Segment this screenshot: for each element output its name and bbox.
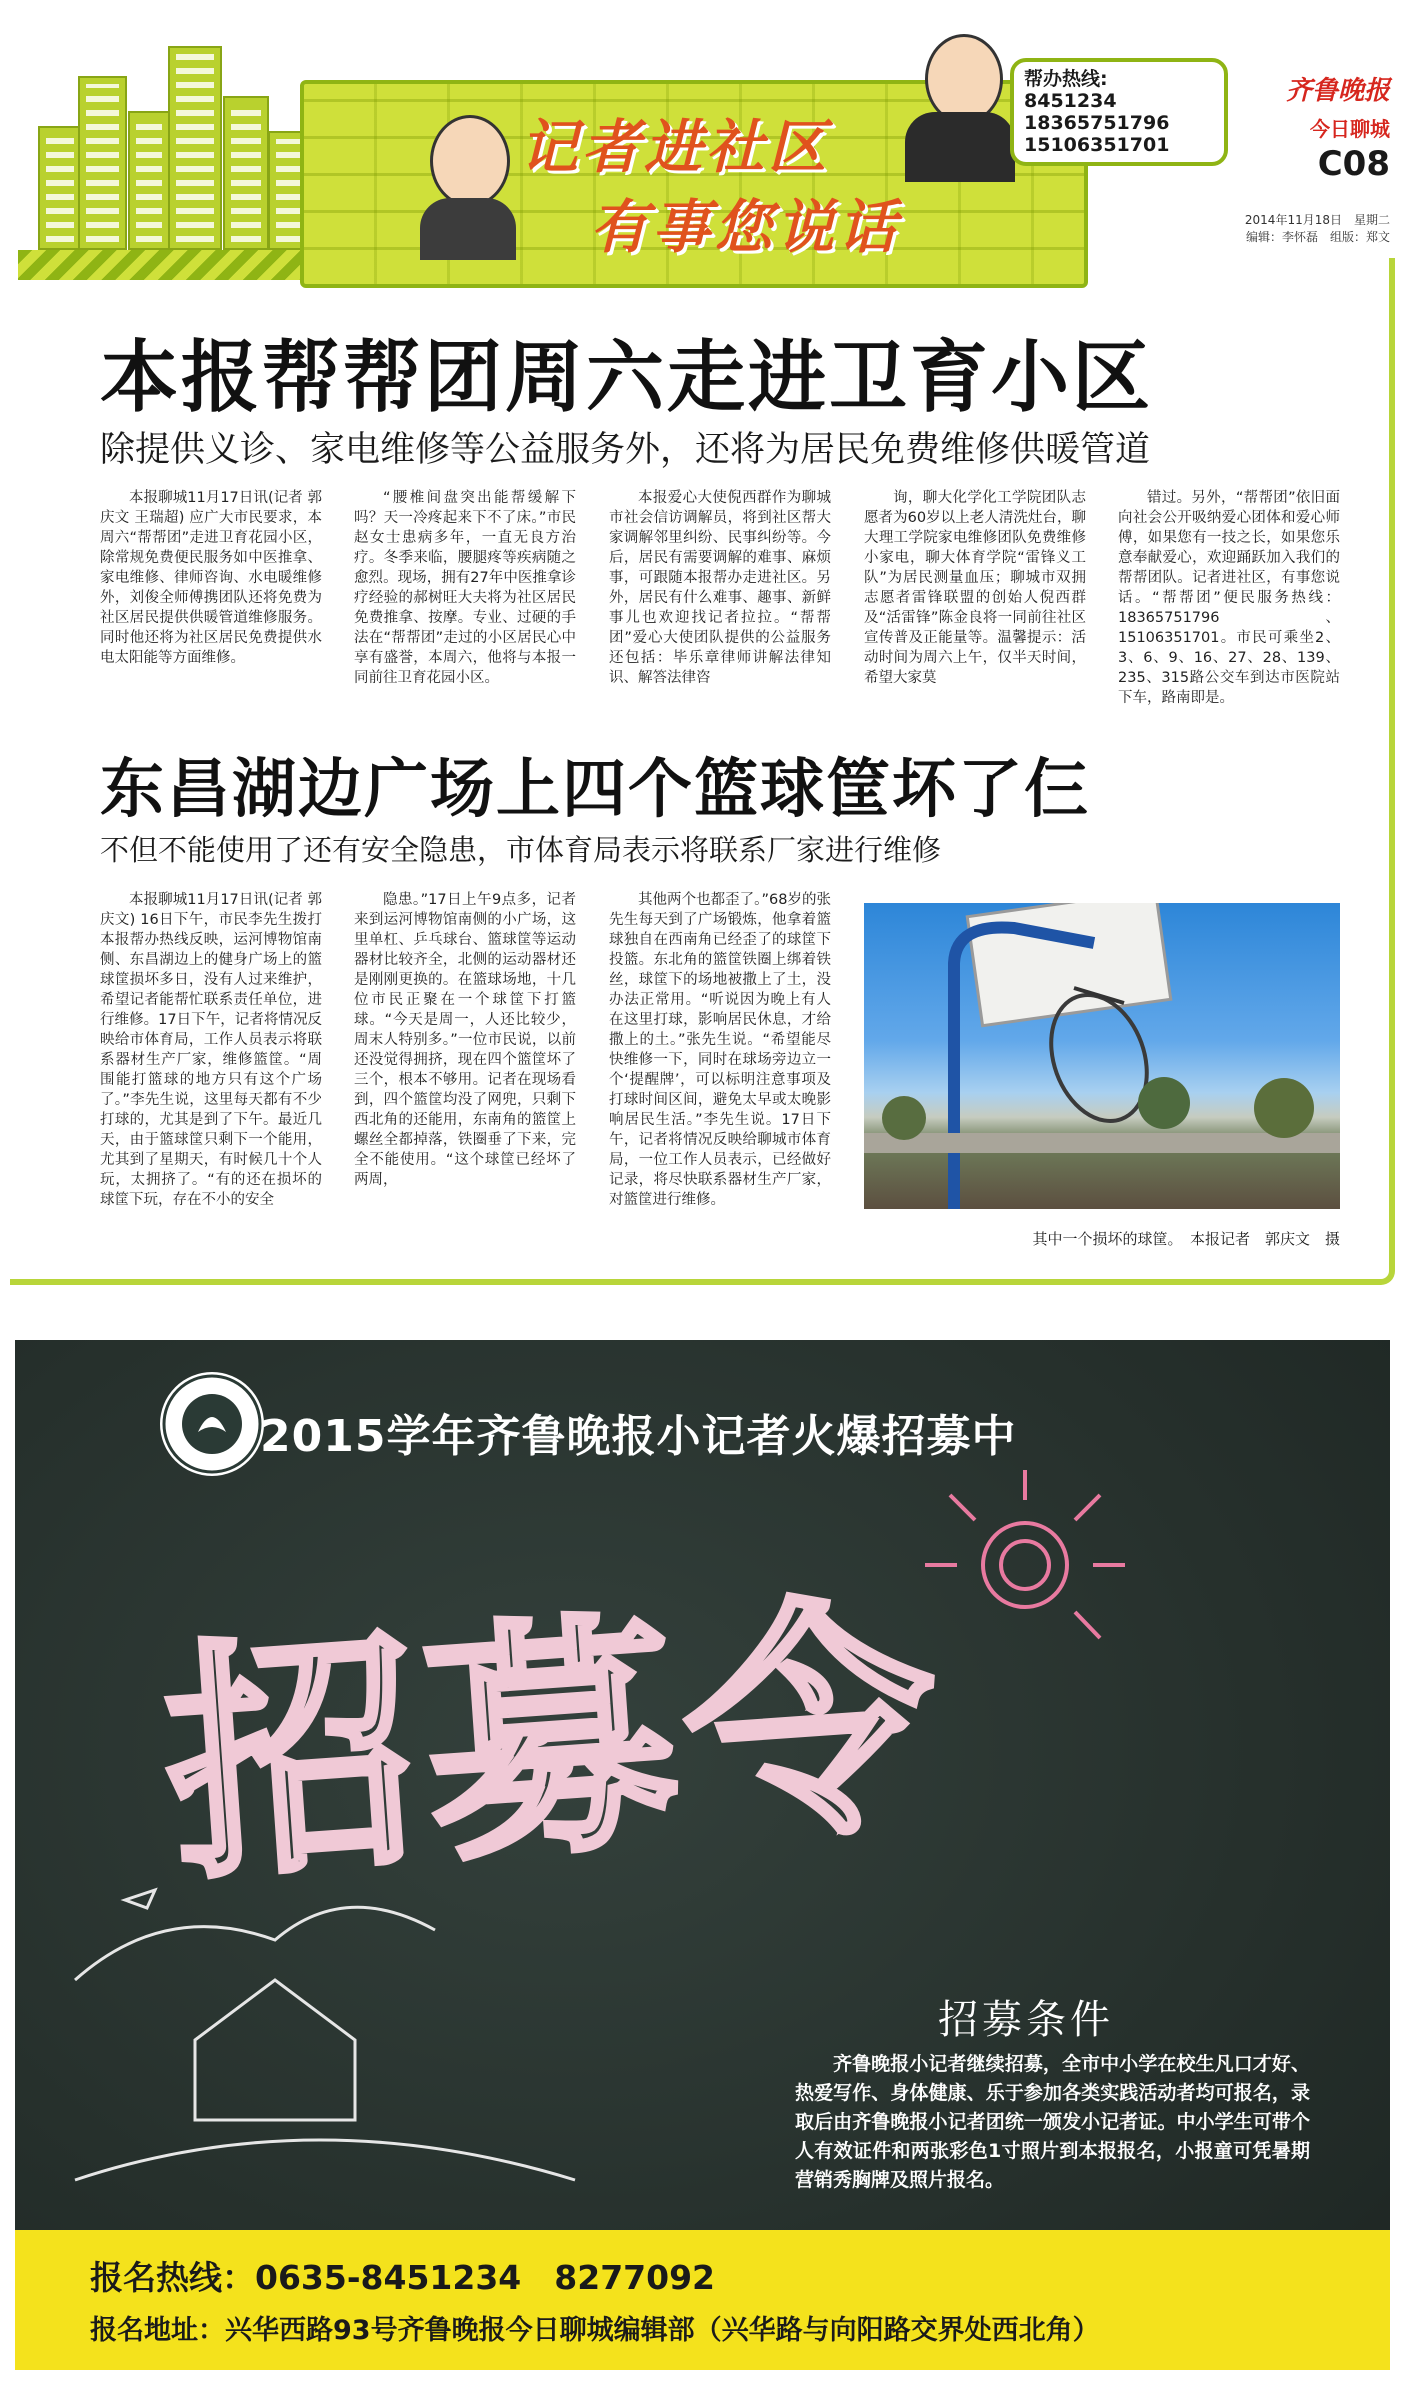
hotline-number: 15106351701 [1024, 134, 1170, 156]
conditions-text: 齐鲁晚报小记者继续招募，全市中小学在校生凡口才好、热爱写作、身体健康、乐于参加各类实践活动者均可报名，录取后由齐鲁晚报小记者团统一颁发小记者证。中小学生可带个人有效证件和两张彩色1寸照片到本报报名，小报童可凭暑期营销秀胸牌及照片报名。 [795, 2053, 1310, 2191]
reporter-team-logo [160, 1372, 264, 1476]
logo-emblem [160, 1372, 264, 1476]
skyline-building [78, 76, 127, 250]
reporter-avatar-male [925, 34, 1003, 124]
hotline-label: 帮办热线: [1024, 68, 1108, 90]
hotline-number: 18365751796 [1024, 112, 1170, 134]
registration-address: 报名地址：兴华西路93号齐鲁晚报今日聊城编辑部（兴华路与向阳路交界处西北角） [90, 2315, 1100, 2346]
ad-title: 2015学年齐鲁晚报小记者火爆招募中 [260, 1411, 1017, 1462]
reporter-body-male [905, 112, 1015, 182]
editor-credits: 编辑：李怀磊 组版：郑文 [1245, 230, 1390, 244]
article2-column: 本报聊城11月17日讯(记者 郭庆文) 16日下午，市民李先生拨打本报帮办热线反映，运河博物馆南侧、东昌湖边上的健身广场上的篮球筐损坏多日，没有人过来维护，希望记者能帮忙联系责任单位，进行维修。17日下午，记者将情况反映给市体育局，工作人员表示将联系器材生产厂家，维修篮筐。“周围能打篮球的地方只有这个广场了。”李先生说，这里每天都有不少打球的，尤其是到了下午。最近几天，由于篮球筐只剩下一个能用，尤其到了星期天，有时候几十个人玩，太拥挤了。“有的还在损坏的球筐下玩，存在不小的安全 [100, 892, 322, 1208]
skyline-building [168, 46, 222, 250]
sun-icon [925, 1470, 1125, 1638]
date-line [1150, 212, 1390, 246]
photo-illustration [864, 903, 1340, 1209]
reporter-avatar-female [430, 115, 510, 207]
article1-column: “腰椎间盘突出能帮缓解下吗？天一冷疼起来下不了床。”市民赵女士患病多年，一直无良方治疗。冬季来临，腰腿疼等疾病随之愈烈。现场，拥有27年中医推拿诊疗经验的郝树旺大夫将为社区居民免费推拿、按摩。专业、过硬的手法在“帮帮团”走过的小区居民心中享有盛誉，本周六，他将与本报一同前往卫育花园小区。 [354, 490, 576, 686]
conditions-title: 招募条件 [938, 1997, 1114, 2043]
article1-column: 本报爱心大使倪西群作为聊城市社会信访调解员，将到社区帮大家调解邻里纠纷、民事纠纷等。今后，居民有需要调解的难事、麻烦事，可跟随本报帮办走进社区。另外，居民有什么难事、趣事、新鲜事儿也欢迎找记者拉拉。“帮帮团”爱心大使团队提供的公益服务还包括：毕乐章律师讲解法律知识、解答法律咨 [609, 490, 831, 686]
registration-hotline: 报名热线：0635-8451234 8277092 [90, 2258, 716, 2297]
page-number: C08 [1317, 144, 1390, 184]
issue-date: 2014年11月18日 星期二 [1244, 213, 1390, 227]
skyline-building [38, 126, 82, 250]
article1-column: 错过。另外，“帮帮团”依旧面向社会公开吸纳爱心团体和爱心师傅，如果您有一技之长，如果您乐意奉献爱心，欢迎踊跃加入我们的帮帮团队。记者进社区，有事您说话。“帮帮团”便民服务热线：18365751796、15106351701。市民可乘坐2、3、6、9、16、27、28、139、235、315路公交车到达市医院站下车，路南即是。 [1118, 490, 1340, 706]
article2-column: 其他两个也都歪了。”68岁的张先生每天到了广场锻炼，他拿着篮球独自在西南角已经歪了的球筐下投篮。东北角的篮筐铁圈上绑着铁丝，球筐下的场地被撒上了土，没办法正常用。“听说因为晚上有人在这里打球，影响居民休息，才给撒上的土。”张先生说。“希望能尽快维修一下，同时在球场旁边立一个‘提醒牌’，可以标明注意事项及打球时间区间，避免太早或太晚影响居民生活。”李先生说。17日下午，记者将情况反映给聊城市体育局，一位工作人员表示，已经做好记录，将尽快联系器材生产厂家，对篮筐进行维修。 [609, 892, 831, 1208]
reporter-body-female [420, 198, 516, 260]
big-word-recruit: 招募令 [157, 1569, 956, 1914]
hotline-number: 8451234 [1024, 90, 1117, 112]
article1-column: 本报聊城11月17日讯(记者 郭庆文 王瑞超) 应广大市民要求，本周六“帮帮团”走进卫育花园小区，除常规免费便民服务如中医推拿、家电维修、律师咨询、水电暖维修外，刘俊全师傅携团队还将免费为社区居民提供供暖管道维修服务。同时他还将为社区居民免费提供水电太阳能等方面维修。 [100, 490, 322, 666]
skyline-building [223, 96, 269, 250]
skyline-building [128, 111, 170, 250]
recruitment-ad [15, 1340, 1390, 2370]
article1-column: 询，聊大化学化工学院团队志愿者为60岁以上老人清洗灶台，聊大理工学院家电维修团队免费维修小家电，聊大体育学院“雷锋义工队”为居民测量血压；聊城市双拥志愿者雷锋联盟的创始人倪西群及“活雷锋”陈金良将一同前往社区宣传普及正能量等。温馨提示：活动时间为周六上午，仅半天时间，希望大家莫 [864, 490, 1086, 686]
hotline-box [1010, 58, 1228, 166]
photo-caption: 其中一个损坏的球筐。 本报记者 郭庆文 摄 [1032, 1230, 1340, 1248]
brand-name: 齐鲁晚报 [1285, 76, 1390, 106]
article2-subheadline: 不但不能使用了还有安全隐患，市体育局表示将联系厂家进行维修 [100, 833, 942, 867]
contact-bar [15, 2230, 1390, 2370]
article1-headline: 本报帮帮团周六走进卫育小区 [100, 333, 1154, 423]
article1-subheadline: 除提供义诊、家电维修等公益服务外，还将为居民免费维修供暖管道 [100, 430, 1151, 470]
edition-name: 今日聊城 [1310, 117, 1390, 141]
basketball-hoop-photo [864, 903, 1340, 1209]
banner-title-line2: 有事您说话 [590, 193, 901, 261]
masthead [1240, 70, 1390, 184]
hill-house-sketch [75, 1890, 575, 2180]
banner-title-line1: 记者进社区 [520, 113, 831, 181]
article2-column: 隐患。”17日上午9点多，记者来到运河博物馆南侧的小广场，这里单杠、乒乓球台、篮球筐等运动器材比较齐全，北侧的运动器材还是刚刚更换的。在篮球场地，十几位市民正聚在一个球筐下打篮球。“今天是周一，人还比较少，周末人特别多。”一位市民说，以前还没觉得拥挤，现在四个篮筐坏了三个，根本不够用。记者在现场看到，四个篮筐均没了网兜，只剩下西北角的还能用，东南角的篮筐上螺丝全都掉落，铁圈垂了下来，完全不能使用。“这个球筐已经坏了两周， [354, 892, 576, 1188]
article2-headline: 东昌湖边广场上四个篮球筐坏了仨 [100, 753, 1090, 827]
